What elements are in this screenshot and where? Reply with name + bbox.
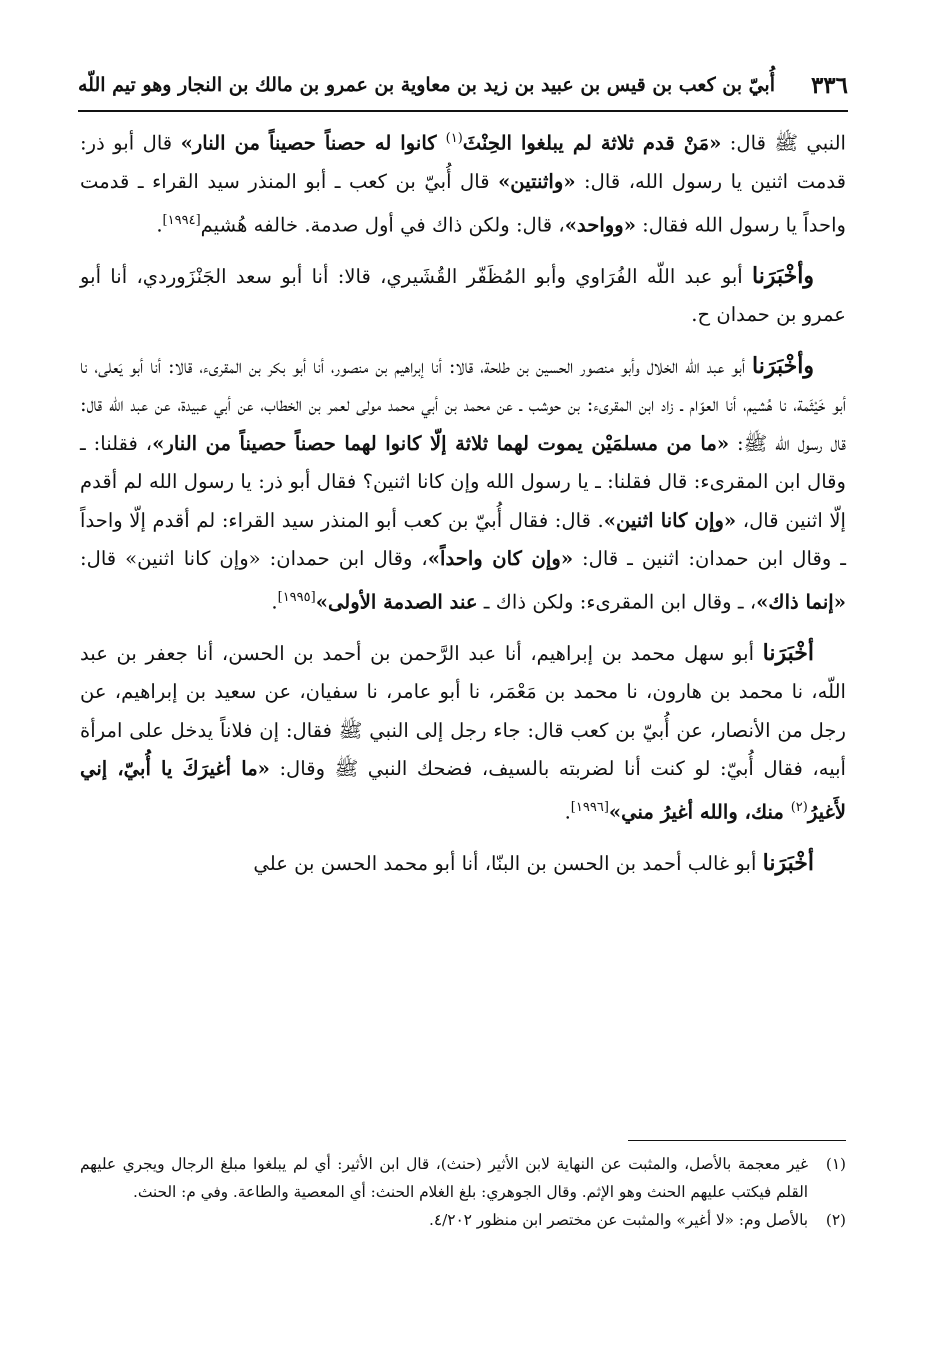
hadith-quote: «وإن كانا اثنين» bbox=[603, 508, 737, 532]
footnotes bbox=[80, 1150, 846, 1234]
hadith-quote: كانوا له حصناً حصيناً من النار» bbox=[180, 131, 446, 155]
lead-word: أخْبَرَنا bbox=[762, 849, 814, 876]
hadith-quote: منك، والله أغيرُ مني» bbox=[608, 800, 791, 824]
hadith-number: [١٩٩٤] bbox=[162, 212, 201, 228]
hadith-quote: «وإن كان واحداً» bbox=[427, 547, 574, 571]
hadith-quote: «ما أغيرَكَ يا أُبيّ، إني لأَغيرُ bbox=[80, 757, 846, 824]
lead-word: وأخْبَرَنا bbox=[752, 352, 814, 379]
paragraph-2: وأخْبَرَنا أبو عبد اللّه الفُرَاوي وأبو المُظَفّر القُشَيري، قالا: أنا أبو سعد الجَنْزَوردي، أنا أبو عمرو بن حمدان ح. bbox=[80, 262, 846, 327]
paragraph-1: النبي ﷺ قال: «مَنْ قدم ثلاثة لم يبلغوا الحِنْثَ$^{(١)}$ كانوا له حصناً حصيناً من النار» قال أبو ذر: قدمت اثنين يا رسول الله، قال: «واثنتين» قال أُبيّ بن كعب ـ أبو المنذر سيد القراء ـ قدمت واحداً يا رسول الله فقال: «وواحد»، قال: ولكن ذاك في أول صدمة. خالفه هُشيم[١٩٩٤]. bbox=[80, 131, 846, 237]
hadith-quote: «واثنتين» bbox=[498, 170, 576, 194]
paragraph-5: أخْبَرَنا أبو غالب أحمد بن الحسن بن البنّا، أنا أبو محمد الحسن بن علي bbox=[253, 849, 814, 876]
hadith-quote: «وواحد» bbox=[564, 213, 636, 237]
footnote-marker: (٢) bbox=[790, 799, 808, 815]
hadith-quote: عند الصدمة الأولى» bbox=[315, 590, 478, 614]
page-number: ٣٣٦ bbox=[810, 71, 848, 99]
footnote-marker: (١) bbox=[445, 131, 463, 146]
header-rule bbox=[78, 110, 848, 112]
hadith-number: [١٩٩٦] bbox=[570, 799, 609, 815]
footnote-rule bbox=[628, 1140, 846, 1141]
footnote-text: بالأصل وم: «لا أغير» والمثبت عن مختصر ابن منظور ٤/٢٠٢. bbox=[429, 1211, 808, 1229]
footnote-1 bbox=[80, 1150, 846, 1206]
paragraph-4: أخْبَرَنا أبو سهل محمد بن إبراهيم، أنا عبد الرَّحمن بن أحمد بن الحسن، أنا جعفر بن عبد اللّه، نا محمد بن هارون، نا محمد بن مَعْمَر، نا أبو عامر، نا سفيان، عن سعيد بن إبراهيم، عن رجل من الأنصار، عن أُبيّ بن كعب قال: جاء رجل إلى النبي ﷺ فقال: إن فلاناً يدخل على امرأة أبيه، فقال أُبيّ: لو كنت أنا لضربته بالسيف، فضحك النبي ﷺ وقال: «ما أغيرَكَ يا أُبيّ، إني لأَغيرُ$^{(٢)}$ منك، والله أغيرُ مني»[١٩٩٦]. bbox=[80, 639, 847, 824]
footnote-text: غير معجمة بالأصل، والمثبت عن النهاية لابن الأثير (حنث)، قال ابن الأثير: أي لم يبلغوا مبلغ الرجال ويجري عليهم القلم فيكتب عليهم الحنث وهو الإثم. وقال الجوهري: بلغ الغلام الحنث: أي المعصية والطاعة. وفي م: الحنث. bbox=[80, 1155, 808, 1201]
footnote-number: (١) bbox=[825, 1155, 846, 1173]
footnote-number: (٢) bbox=[825, 1211, 846, 1229]
running-title: أُبيّ بن كعب بن قيس بن عبيد بن زيد بن معاوية بن عمرو بن مالك بن النجار وهو تيم اللّه bbox=[78, 74, 775, 96]
hadith-quote: «إنما ذاك» bbox=[756, 590, 846, 614]
page-header bbox=[78, 62, 848, 108]
main-text bbox=[80, 120, 846, 895]
paragraph-3: وأخْبَرَنا أبو عبد اللّه الخلال وأبو منصور الحسين بن طلحة، قالا: أنا إبراهيم بن منصور، أنا أبو بكر بن المقرىء، قالا: أنا أبو يَعلى، نا أبو خَيْثَمة، نا هُشيم، أنا العوّام ـ زاد ابن المقرىء: بن حوشب ـ عن محمد بن أبي محمد مولى لعمر بن الخطاب، عن أبي عبيدة، عن عبد اللّه قال: قال رسول الله ﷺ: «ما من مسلمَيْن يموت لهما ثلاثة إلّا كانوا لهما حصناً حصيناً من النار»، فقلنا: ـ وقال ابن المقرىء: قال فقلنا: ـ يا رسول الله وإن كانا اثنين؟ فقال أبو ذر: يا رسول الله لم أقدم إلّا اثنين قال، «وإن كانا اثنين». قال: فقال أُبيّ بن كعب أبو المنذر سيد القراء: لم أقدم إلّا واحداً ـ وقال ابن حمدان: اثنين ـ قال: «وإن كان واحداً»، وقال ابن حمدان: «وإن كانا اثنين» قال: «إنما ذاك»، ـ وقال ابن المقرىء: ولكن ذاك ـ عند الصدمة الأولى»[١٩٩٥]. bbox=[80, 352, 846, 614]
lead-word: وأخْبَرَنا bbox=[752, 262, 814, 289]
footnote-2 bbox=[80, 1206, 846, 1234]
hadith-quote: «مَنْ قدم ثلاثة لم يبلغوا الحِنْثَ bbox=[462, 131, 722, 155]
hadith-quote: «ما من مسلمَيْن يموت لهما ثلاثة إلّا كانوا لهما حصناً حصيناً من النار» bbox=[152, 431, 730, 455]
lead-word: أخْبَرَنا bbox=[762, 639, 814, 666]
hadith-number: [١٩٩٥] bbox=[277, 589, 316, 605]
